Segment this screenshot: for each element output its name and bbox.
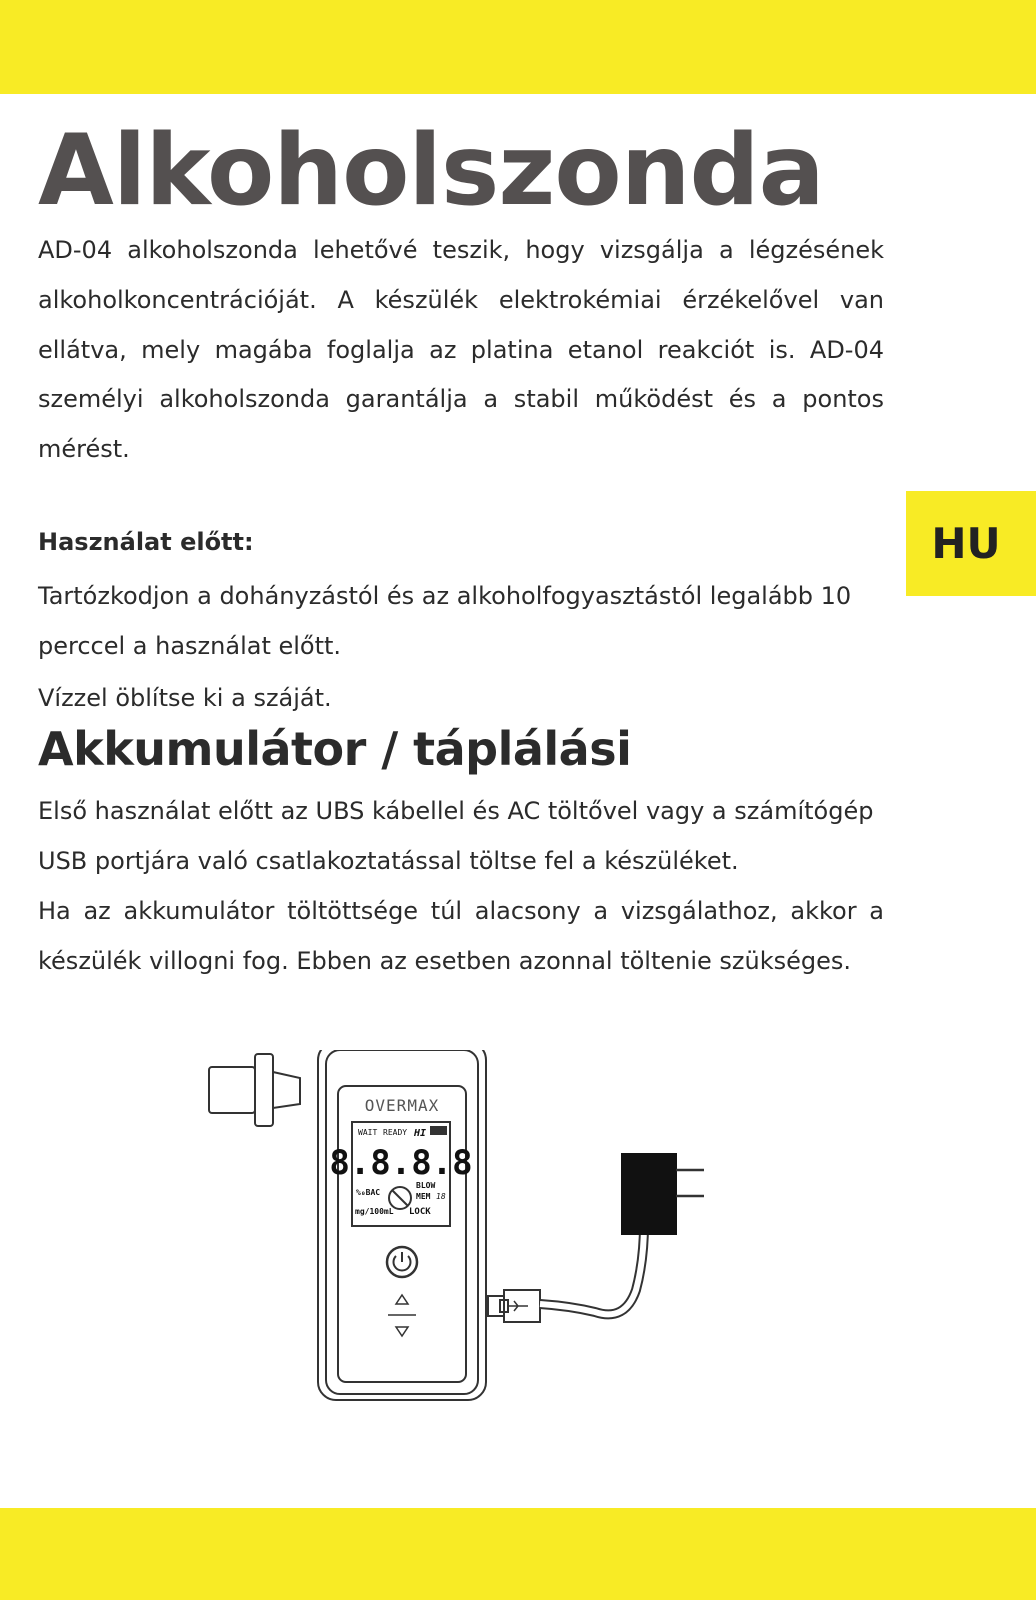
usb-symbol-icon [508,1301,528,1311]
lcd-hi: HI [414,1128,427,1139]
intro-paragraph: AD-04 alkoholszonda lehetővé teszik, hogy vizsgálja a légzésének alkoholkoncentrációját. A készülék elektrokémiai érzékelővel van ellátva, mely magába foglalja az platina etanol reakciót is. AD-04 személyi alkoholszonda garantálja a stabil működést és a pontos mérést. [38,236,884,464]
language-tab-label: HU [931,519,1001,568]
mouthpiece-neck [273,1072,300,1108]
up-arrow-icon [396,1295,408,1304]
lcd-unit-mg: mg/100mL [355,1207,394,1216]
ac-adapter [622,1154,676,1234]
bottom-yellow-band [0,1508,1036,1600]
lcd-unit-bac: %₀BAC [356,1188,381,1197]
breathalyzer-illustration [200,1050,740,1410]
battery-line-1: Első használat előtt az UBS kábellel és AC töltővel vagy a számítógép USB portjára való csatlakoztatással töltse fel a készüléket. [38,797,874,875]
before-use-line-1: Tartózkodjon a dohányzástól és az alkoholfogyasztástól legalább 10 perccel a használat előtt. [38,582,852,660]
battery-heading: Akkumulátor / táplálási [38,722,632,776]
before-use-heading: Használat előtt: [38,528,254,556]
battery-indicator-icon [431,1127,446,1134]
lcd-wait: WAIT [358,1128,378,1137]
before-use-line-2: Vízzel öblítse ki a száját. [38,684,332,712]
down-arrow-icon [396,1327,408,1336]
battery-line-2: Ha az akkumulátor töltöttsége túl alacsony a vizsgálathoz, akkor a készülék villogni fog. Ebben az esetben azonnal töltenie szükséges. [38,897,884,975]
lcd-mem-number: 18 [436,1192,446,1201]
mouthpiece-collar [255,1054,273,1126]
lcd-mem: MEM [416,1192,431,1201]
lcd-ready: READY [383,1128,408,1137]
page-title: Alkoholszonda [38,114,824,228]
top-yellow-band [0,0,1036,94]
lcd-digits: 8.8.8.8 [329,1143,473,1183]
language-tab [906,491,1036,596]
brand-logo: OVERMAX [364,1096,440,1115]
lcd-lock: LOCK [409,1207,431,1217]
mouthpiece-tube [209,1067,255,1113]
lcd-blow: BLOW [416,1181,436,1190]
